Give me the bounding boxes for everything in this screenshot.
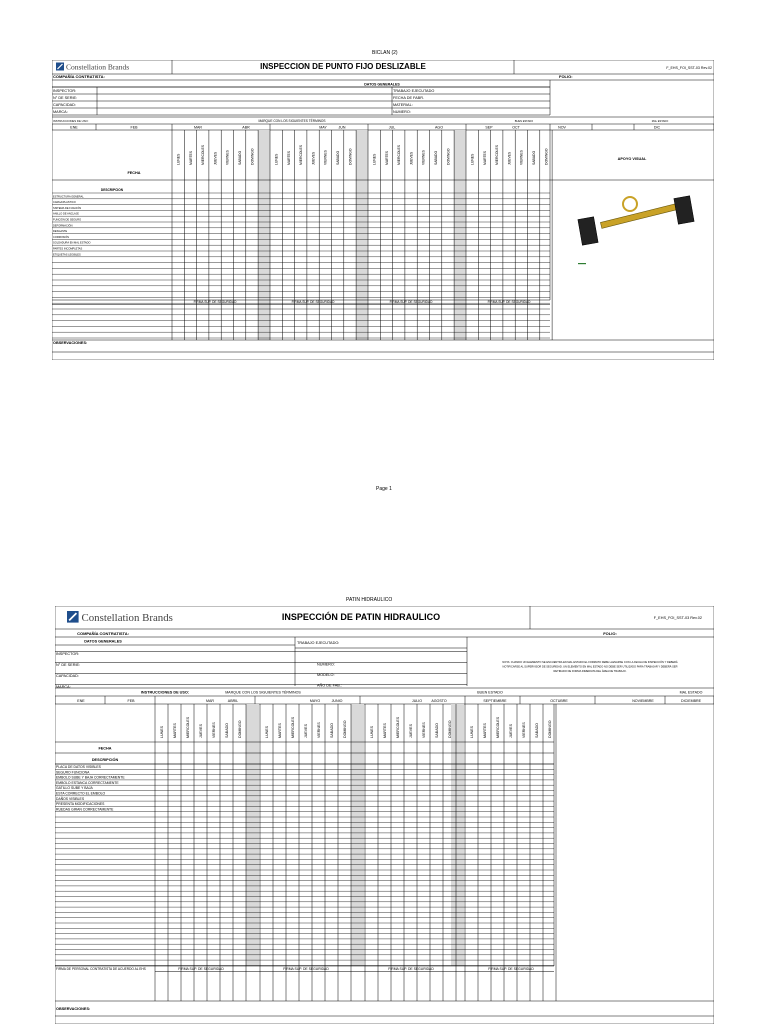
day-header: SABADO xyxy=(535,723,539,738)
day-header: MARTES xyxy=(188,150,193,165)
day-header: VIERNES xyxy=(522,722,526,738)
day-header: JUEVES xyxy=(311,151,316,165)
day-header: MIERCOLES xyxy=(397,145,402,165)
month-header: SEPTIEMBRE xyxy=(483,699,507,703)
inspection-form-patin-hidraulico xyxy=(55,606,714,1024)
separator-column xyxy=(356,130,368,340)
month-header: ABRIL xyxy=(227,699,239,703)
separator-column xyxy=(451,704,464,966)
marque-label: MARQUE CON LOS SIGUIENTES TÉRMINOS xyxy=(225,690,301,695)
inspection-form-punto-fijo xyxy=(52,60,714,360)
field-label: MARCA: xyxy=(53,110,68,114)
note-text: RETIRADO DE FORMA INMEDIATA DEL ÁREA DE TRABAJO. xyxy=(553,670,627,673)
checklist-item: GATILLO SUBE Y BAJA xyxy=(56,786,93,791)
day-header: DOMINGO xyxy=(343,720,347,738)
form-code: F_EHS_FOI_SST-03 Rev.02 xyxy=(653,616,702,620)
checklist-item: FUNCIÓN DE SEGURO xyxy=(53,218,82,222)
signature-label: FIRMA SUP. DE SEGURIDAD xyxy=(389,300,433,304)
day-header: SABADO xyxy=(238,150,242,165)
day-header: LUNES xyxy=(274,153,279,165)
slider-anchor-image xyxy=(578,196,694,264)
separator-column xyxy=(246,704,259,966)
sheet-tab-name: PATIN HIDRAULICO xyxy=(346,597,393,603)
signature-label: FIRMA SUP. DE SEGURIDAD xyxy=(178,967,224,971)
form-title: INSPECCIÓN DE PATIN HIDRAULICO xyxy=(281,612,441,622)
signature-label: FIRMA SUP. DE SEGURIDAD xyxy=(388,967,434,971)
company-label: COMPAÑÍA CONTRATISTA: xyxy=(77,631,129,636)
day-header: VIERNES xyxy=(225,150,230,165)
separator-column xyxy=(351,704,364,966)
month-header: JUN xyxy=(338,125,346,130)
day-header: MIERCOLES xyxy=(495,145,500,165)
day-header: SABADO xyxy=(532,150,536,165)
day-header: JUEVES xyxy=(213,151,218,165)
month-header: MAYO xyxy=(309,699,321,703)
checklist-item: CARGA/PLASTICO xyxy=(53,201,76,205)
day-header: JUEVES xyxy=(509,724,513,738)
day-header: SABADO xyxy=(435,723,439,738)
form-border xyxy=(55,606,714,1024)
instructions-label: INSTRUCCIONES DE USO: xyxy=(140,690,190,695)
checklist-item: DAÑOS VISIBLES xyxy=(56,796,85,801)
checklist-item: CORROSIÓN xyxy=(53,235,69,239)
day-header: DOMINGO xyxy=(548,720,552,738)
day-header: MARTES xyxy=(483,723,487,738)
field-label: MARCA: xyxy=(56,685,71,689)
month-header: ENE xyxy=(77,699,85,703)
checklist-item: ESTA CORRECTO EL EMBOLO xyxy=(56,791,106,796)
checklist-item: SEGURO FUNCIONA xyxy=(56,770,90,775)
trabajo-label: TRABAJO EJECUTADO: xyxy=(297,641,340,645)
month-header: MAR xyxy=(206,699,214,703)
day-header: SABADO xyxy=(434,150,438,165)
note-text: NOTA: CUANDO UN ELEMENTO SE ENCUENTRA EN MAL ESTADO EL FORMATO DEBE LLENARSE CON LA FECHA DE INSPECCIÓN Y DEBERÁ xyxy=(502,661,678,664)
month-header: FEB xyxy=(127,699,135,703)
month-header: MAY xyxy=(319,125,327,130)
day-header: MIERCOLES xyxy=(396,716,400,738)
signature-label: FIRMA SUP. DE SEGURIDAD xyxy=(291,300,335,304)
day-header: VIERNES xyxy=(212,722,216,738)
page-number: Page 1 xyxy=(376,486,392,492)
instructions-label: INSTRUCCIONES DE USO: xyxy=(53,119,89,123)
day-header: MIERCOLES xyxy=(201,145,206,165)
day-header: VIERNES xyxy=(323,150,328,165)
day-header: LUNES xyxy=(160,726,164,738)
month-header: ENE xyxy=(70,125,78,130)
anchor-bar xyxy=(600,204,677,229)
observations-label: OBSERVACIONES: xyxy=(56,1007,91,1011)
anchor-ring xyxy=(623,197,637,211)
checklist-item: ANILLO DE ANCLAJE xyxy=(53,212,79,216)
signature-label: FIRMA SUP. DE SEGURIDAD xyxy=(487,300,531,304)
checklist-item: PRESENTA MODIFICACIONES xyxy=(56,802,105,807)
date-label: FECHA xyxy=(127,171,141,175)
day-header: MIERCOLES xyxy=(186,716,190,738)
field-label: MATERIAL: xyxy=(393,103,413,107)
day-header: LUNES xyxy=(265,726,269,738)
day-header: VIERNES xyxy=(519,150,524,165)
day-header: MARTES xyxy=(278,723,282,738)
bad-state-label: MAL ESTADO xyxy=(679,690,703,695)
day-header: MIERCOLES xyxy=(299,145,304,165)
day-header: LUNES xyxy=(372,153,377,165)
month-header: DIC xyxy=(653,125,661,130)
month-header: NOVIEMBRE xyxy=(632,699,654,703)
day-header: MIERCOLES xyxy=(496,716,500,738)
day-header: JUEVES xyxy=(199,724,203,738)
day-header: LUNES xyxy=(470,153,475,165)
day-header: SABADO xyxy=(336,150,340,165)
checklist-item: DESGASTE xyxy=(53,230,68,234)
day-header: JUEVES xyxy=(304,724,308,738)
good-state-label: BUEN ESTADO xyxy=(477,690,503,695)
brand-logo xyxy=(56,63,129,72)
field-label: TRABAJO EJECUTADO xyxy=(393,89,435,93)
day-header: DOMINGO xyxy=(544,148,549,165)
day-header: VIERNES xyxy=(317,722,321,738)
day-header: MARTES xyxy=(482,150,487,165)
modelo-label: MODELO: xyxy=(317,673,335,677)
checklist-item: PARTES INCOMPLETAS xyxy=(53,247,83,251)
day-header: DOMINGO xyxy=(250,148,255,165)
description-header: DESCRIPCIÓN xyxy=(91,758,119,762)
brand-logo xyxy=(67,611,173,624)
checklist-item: SISTEMA DE FIJACIÓN xyxy=(53,206,82,210)
day-header: DOMINGO xyxy=(446,148,451,165)
form-title: INSPECCION DE PUNTO FIJO DESLIZABLE xyxy=(260,62,426,71)
month-header: JULIO xyxy=(411,699,423,703)
field-label: INSPECTOR: xyxy=(53,89,77,93)
numero-label: NUMERO: xyxy=(317,662,335,667)
month-header: JUL xyxy=(388,125,396,130)
month-header: OCTUBRE xyxy=(550,699,568,703)
month-header: ABR xyxy=(242,125,250,130)
day-header: LUNES xyxy=(470,726,474,738)
day-header: SABADO xyxy=(330,723,334,738)
month-header: DICIEMBRE xyxy=(681,699,701,703)
company-label: COMPAÑÍA CONTRATISTA: xyxy=(53,74,105,79)
field-label: INSPECTOR: xyxy=(56,652,80,656)
day-header: JUEVES xyxy=(409,724,413,738)
day-header: SABADO xyxy=(225,723,229,738)
field-label: NUMERO: xyxy=(393,110,411,114)
checklist-item: DEFORMACIÓN xyxy=(53,224,73,228)
general-data-label: DATOS GENERALES xyxy=(364,82,400,87)
observations-label: OBSERVACIONES: xyxy=(53,341,88,345)
month-header: AGOSTO xyxy=(431,699,447,703)
month-header: FEB xyxy=(130,125,138,130)
separator-column xyxy=(454,130,466,340)
anio-label: AÑO DE FAB.: xyxy=(317,683,342,688)
checklist-item: EMBOLO ESTANCA CORRECTAMENTE xyxy=(56,780,119,785)
day-header: MARTES xyxy=(173,723,177,738)
signature-label: FIRMA SUP. DE SEGURIDAD xyxy=(488,967,534,971)
form-grid xyxy=(52,60,714,360)
marque-label: MARQUE CON LOS SIGUIENTES TÉRMINOS xyxy=(258,119,326,123)
checklist-item: PLACA DE DATOS VISIBLES xyxy=(56,765,101,769)
form-grid xyxy=(55,606,714,1024)
anchor-clamp-left xyxy=(578,217,598,245)
bad-state-label: MAL ESTADO xyxy=(651,120,669,123)
field-label: N° DE SERIE: xyxy=(56,663,81,667)
day-header: DOMINGO xyxy=(348,148,353,165)
day-header: JUEVES xyxy=(409,151,414,165)
field-label: CAPACIDAD: xyxy=(56,674,79,678)
folio-label: FOLIO: xyxy=(559,74,573,79)
field-label: FECHA DE FABR. xyxy=(393,96,425,100)
month-header: NOV xyxy=(558,125,566,130)
day-header: LUNES xyxy=(370,726,374,738)
date-label: FECHA xyxy=(98,746,112,751)
month-header: MAR xyxy=(194,125,202,130)
day-header: DOMINGO xyxy=(448,720,452,738)
signature-label: FIRMA SUP. DE SEGURIDAD xyxy=(283,967,329,971)
field-label: CAPACIDAD: xyxy=(53,103,76,107)
checklist-item: ESTRUCTURA GENERAL xyxy=(53,195,84,199)
visual-aid-label: APOYO VISUAL xyxy=(617,157,647,161)
checklist-item: EMBOLO SUBE Y BAJA CORRECTAMENTE xyxy=(56,775,125,780)
month-header: AGO xyxy=(435,125,443,130)
green-mark xyxy=(578,263,586,264)
folio-label: FOLIO: xyxy=(603,631,617,636)
separator-column xyxy=(258,130,270,340)
checklist-item: RUEDAS GIRAN CORRECTAMENTE xyxy=(56,807,114,812)
month-header: JUNIO xyxy=(331,699,343,703)
checklist-item: SOLDADURA EN MAL ESTADO xyxy=(53,241,91,245)
description-header: DESCRIPCION xyxy=(100,188,124,192)
brand-name: Constellation Brands xyxy=(81,612,173,625)
month-header: SEP xyxy=(485,125,493,130)
day-header: MIERCOLES xyxy=(291,716,295,738)
contractor-signature-label: FIRMA DE PERSONAL CONTRATISTA DE ACUERDO AL EHS xyxy=(56,967,146,971)
checklist-item: ETIQUETAS LEGIBLES xyxy=(53,253,81,257)
day-header: VIERNES xyxy=(422,722,426,738)
day-header: MARTES xyxy=(286,150,291,165)
brand-name: Constellation Brands xyxy=(66,62,130,72)
day-header: DOMINGO xyxy=(238,720,242,738)
day-header: VIERNES xyxy=(421,150,426,165)
form-code: F_EHS_FOI_SST-03 Rev.02 xyxy=(666,66,712,70)
general-data-label: DATOS GENERALES xyxy=(84,639,122,644)
note-text: NOTIFICARSE AL SUPERVISOR DE SEGURIDAD. UN ELEMENTO EN MAL ESTADO NO DEBE SER UTILIZADO PARA TRABAJAR Y DEBERÁ SER xyxy=(502,665,678,669)
day-header: MARTES xyxy=(384,150,389,165)
day-header: MARTES xyxy=(383,723,387,738)
good-state-label: BUEN ESTADO xyxy=(514,120,534,123)
day-header: JUEVES xyxy=(507,151,512,165)
sheet-tab-name: BICLAN (2) xyxy=(372,50,398,56)
day-header: LUNES xyxy=(176,153,181,165)
anchor-clamp-right xyxy=(674,196,694,224)
field-label: N° DE SERIE: xyxy=(53,96,78,100)
month-header: OCT xyxy=(512,125,520,130)
signature-label: FIRMA SUP. DE SEGURIDAD xyxy=(193,300,237,304)
